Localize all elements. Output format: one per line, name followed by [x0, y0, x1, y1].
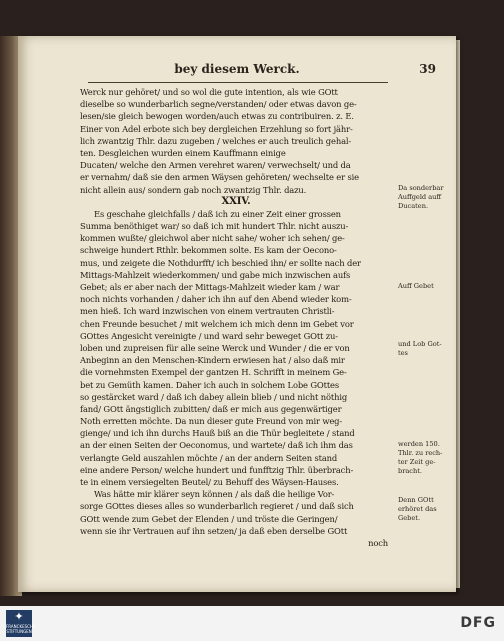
catchword: noch [368, 537, 388, 548]
text-line: Es geschahe gleichfalls / daß ich zu einer Zeit einer grossen [94, 208, 341, 219]
text-line: Werck nur gehöret/ und so wol die gute intention, als wie GOtt [80, 87, 338, 97]
header-rule [88, 82, 388, 83]
text-line: Was hätte mir klärer seyn können / als daß die heilige Vor- [94, 489, 335, 500]
franckesche-stiftungen-logo [6, 610, 36, 637]
text-line: Anbeginn an den Menschen-Kindern erwiesen hat / also daß mir [80, 355, 345, 366]
text-line: sorge GOttes dieses alles so wunderbarlich regieret / und daß sich [80, 501, 354, 512]
text-line: chen Freunde besuchet / mit welchem ich mich denn im Gebet vor [80, 318, 354, 329]
body-text [80, 86, 392, 549]
marginal-note: ter Zeit ge- [398, 458, 436, 466]
book-page [18, 36, 456, 592]
text-line: eine andere Person/ welche hundert und funfftzig Thlr. überbrach- [80, 464, 354, 475]
marginal-note: und Lob Got- [398, 340, 442, 348]
text-line: lesen/sie gleich bewogen worden/auch etwas zu contribuiren. z. E. [80, 111, 354, 122]
dfg-logo: DFG [460, 615, 496, 631]
running-head: bey diesem Werck. [174, 62, 300, 76]
logo-text: FRANCKESCHE STIFTUNGEN [6, 624, 36, 634]
marginal-note: erhöret das [398, 505, 437, 513]
text-line: ten. Desgleichen wurden einem Kauffmann einige [80, 147, 286, 158]
marginal-note: Thlr. zu rech- [398, 449, 443, 457]
text-line: verlangte Geld auszahlen möchte / an der andern Seiten stand [80, 452, 338, 463]
text-line: mus, und zeigete die Nothdurfft/ ich beschied ihn/ er sollte nach der [80, 257, 361, 268]
marginal-note: werden 150. [398, 440, 440, 448]
page-number: 39 [419, 62, 436, 76]
text-line: Ducaten/ welche den Armen verehret waren/ verwechselt/ und da [80, 160, 351, 171]
text-line: so gestärcket ward / daß ich dabey allein blieb / und nicht nöthig [80, 391, 348, 402]
marginal-note: Gebet. [398, 514, 421, 522]
text-line: noch nichts vorhanden / daher ich ihn auf den Abend wieder kom- [80, 294, 352, 305]
viewer-footer [0, 606, 504, 641]
logo-mark-icon: ✦ [14, 610, 24, 623]
section-heading: XXIV. [221, 195, 251, 207]
text-line: wenn sie ihr Vertrauen auf ihn setzen/ ja daß eben derselbe GOtt [80, 525, 348, 536]
marginal-note: bracht. [398, 467, 422, 475]
text-line: bet zu Gemüth kamen. Daher ich auch in solchem Lobe GOttes [80, 379, 340, 390]
marginal-note: Da sonderbar [398, 184, 444, 192]
page-header [18, 62, 456, 80]
marginal-note: tes [398, 349, 408, 357]
text-line: schweige hundert Rthlr. bekommen solte. Es kam der Oecono- [80, 245, 337, 256]
text-line: men hieß. Ich ward inzwischen von einem vertrauten Christli- [80, 306, 335, 317]
text-line: die vornehmsten Exempel der gantzen H. Schrifft in meinem Ge- [80, 367, 347, 378]
marginal-note: Auffgeld auff [398, 193, 442, 201]
text-line: loben und zupreisen für alle seine Werck und Wunder / die er von [80, 342, 350, 353]
text-line: an der einen Seiten der Oeconomus, und wartete/ daß ich ihm das [80, 440, 353, 451]
text-line: Einer von Adel erbote sich bey dergleichen Erzehlung so fort jähr- [80, 123, 353, 134]
text-line: Noth erretten möchte. Da nun dieser gute Freund von mir weg- [80, 416, 343, 427]
text-line: Mittags-Mahlzeit wiederkommen/ und gabe mich inzwischen aufs [80, 269, 351, 280]
marginal-note: Denn GOtt [398, 496, 434, 504]
text-line: kommen wußte/ gleichwol aber nicht sahe/ woher ich sehen/ ge- [80, 233, 345, 244]
text-line: dieselbe so wunderbarlich segne/verstanden/ oder etwas davon ge- [80, 99, 357, 110]
text-line: te in einem versiegelten Beutel/ zu Behuff des Wäysen-Hauses. [80, 477, 339, 487]
marginal-note: Auff Gebet [398, 282, 434, 290]
text-line: Gebet; als er aber nach der Mittags-Mahlzeit wieder kam / war [80, 282, 340, 292]
text-line: nicht allein aus/ sondern gab noch zwantzig Thlr. dazu. [80, 184, 307, 195]
text-line: GOttes Angesicht vereinigte / und ward sehr beweget GOtt zu- [80, 330, 338, 341]
text-line: gienge/ und ich ihn durchs Hauß biß an die Thür begleitete / stand [80, 428, 355, 439]
text-line: fand/ GOtt ängstiglich zubitten/ daß er mich aus gegenwärtiger [80, 403, 342, 414]
text-line: GOtt wende zum Gebet der Elenden / und tröste die Geringen/ [80, 513, 338, 524]
text-line: er vernahm/ daß sie den armen Wäysen gehöreten/ wechselte er sie [80, 172, 359, 183]
text-line: Summa benöthiget war/ so daß ich mit hundert Thlr. nicht auszu- [80, 221, 349, 232]
text-line: lich zwantzig Thlr. dazu zugeben / welches er auch treulich gehal- [80, 135, 352, 146]
marginal-note: Ducaten. [398, 202, 429, 210]
